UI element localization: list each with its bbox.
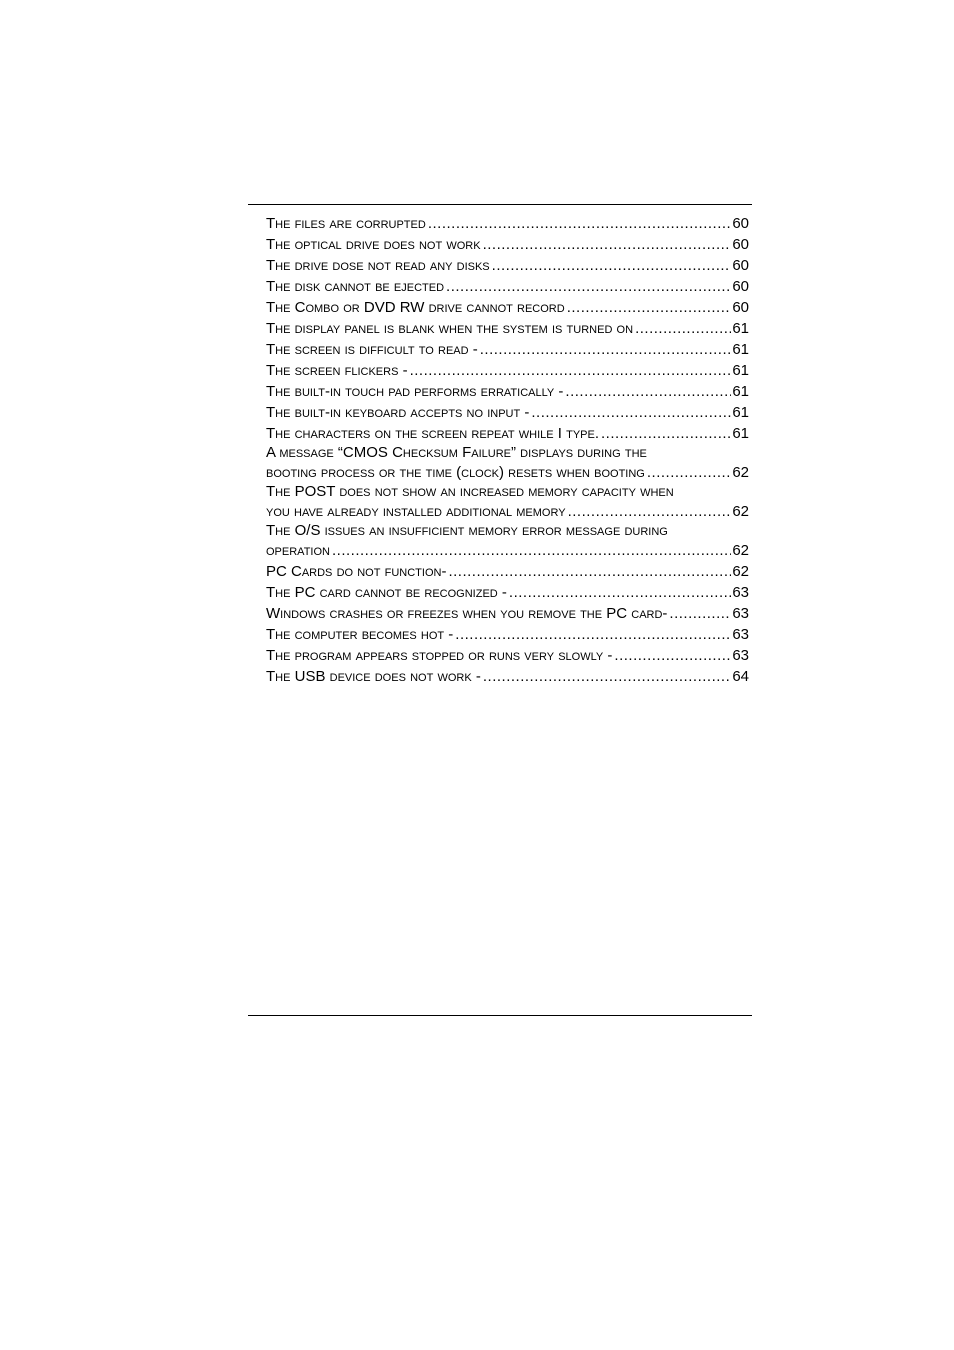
dot-leader	[408, 360, 732, 381]
footer-rule	[248, 1015, 752, 1016]
dot-leader	[612, 645, 731, 666]
header-rule	[248, 204, 752, 205]
toc-entry[interactable]	[266, 297, 749, 318]
toc-entry[interactable]	[266, 522, 749, 561]
toc-entry[interactable]	[266, 381, 749, 402]
dot-leader	[599, 423, 731, 444]
toc-page-number: 63	[732, 647, 749, 664]
toc-entry-title: The drive dose not read any disks	[266, 257, 490, 274]
toc-entry-title-line1: The O/S issues an insufficient memory error message during	[266, 522, 668, 539]
toc-page-number: 61	[732, 320, 749, 337]
dot-leader	[490, 255, 732, 276]
toc-entry[interactable]	[266, 402, 749, 423]
toc-entry-title: The PC card cannot be recognized -	[266, 584, 507, 601]
dot-leader	[481, 234, 732, 255]
toc-entry-title: Windows crashes or freezes when you remove the PC card-	[266, 605, 668, 622]
toc-page-number: 61	[732, 404, 749, 421]
toc-entry-title: The display panel is blank when the system is turned on	[266, 320, 634, 337]
toc-entry-title: The characters on the screen repeat while I type.	[266, 425, 600, 442]
toc-entry-title-line1: A message “CMOS Checksum Failure” displays during the	[266, 444, 647, 461]
toc-entry-title: The program appears stopped or runs very slowly -	[266, 647, 613, 664]
dot-leader	[563, 381, 731, 402]
toc-page-number: 60	[732, 257, 749, 274]
dot-leader	[507, 582, 731, 603]
dot-leader	[645, 462, 731, 483]
toc-entry-title: The disk cannot be ejected	[266, 278, 445, 295]
toc-entry[interactable]	[266, 234, 749, 255]
toc-page-number: 62	[732, 464, 749, 481]
toc-entry[interactable]	[266, 213, 749, 234]
toc-page-number: 63	[732, 605, 749, 622]
toc-entry-title: The Combo or DVD RW drive cannot record	[266, 299, 565, 316]
toc-entry[interactable]	[266, 582, 749, 603]
toc-entry[interactable]	[266, 423, 749, 444]
dot-leader	[453, 624, 731, 645]
toc-entry-title: The USB device does not work -	[266, 668, 481, 685]
toc-page-number: 62	[732, 503, 749, 520]
toc-page-number: 61	[732, 425, 749, 442]
toc-entry[interactable]	[266, 483, 749, 522]
toc-page-number: 60	[732, 236, 749, 253]
toc-entry[interactable]	[266, 561, 749, 582]
toc-entry-title: The screen is difficult to read -	[266, 341, 478, 358]
toc-entry-title: The optical drive does not work	[266, 236, 481, 253]
toc-entry[interactable]	[266, 360, 749, 381]
toc-page-number: 60	[732, 299, 749, 316]
toc-entry[interactable]	[266, 666, 749, 687]
toc-entry[interactable]	[266, 255, 749, 276]
dot-leader	[481, 666, 731, 687]
toc-page-number: 61	[732, 383, 749, 400]
toc-entry-title-line1: The POST does not show an increased memory capacity when	[266, 483, 674, 500]
dot-leader	[529, 402, 731, 423]
dot-leader	[444, 276, 731, 297]
dot-leader	[478, 339, 732, 360]
toc-entry-title-line2: operation	[266, 542, 330, 559]
toc-page-number: 60	[732, 215, 749, 232]
toc-page-number: 61	[732, 362, 749, 379]
toc-page-number: 63	[732, 584, 749, 601]
toc-page-number: 63	[732, 626, 749, 643]
toc-entry-title-line2: booting process or the time (clock) resets when booting	[266, 464, 645, 481]
toc-page-number: 64	[732, 668, 749, 685]
toc-entry[interactable]	[266, 276, 749, 297]
dot-leader	[667, 603, 731, 624]
toc-page-number: 61	[732, 341, 749, 358]
toc-page-number: 62	[732, 563, 749, 580]
toc-entry[interactable]	[266, 645, 749, 666]
toc-entry-title: The files are corrupted	[266, 215, 426, 232]
toc-entry-title: PC Cards do not function-	[266, 563, 447, 580]
dot-leader	[565, 297, 732, 318]
toc-entry[interactable]	[266, 339, 749, 360]
toc-entry[interactable]	[266, 624, 749, 645]
dot-leader	[330, 540, 731, 561]
dot-leader	[426, 213, 732, 234]
toc-entry[interactable]	[266, 603, 749, 624]
toc-page-number: 62	[732, 542, 749, 559]
dot-leader	[446, 561, 731, 582]
toc-entry[interactable]	[266, 444, 749, 483]
table-of-contents	[266, 213, 749, 687]
dot-leader	[633, 318, 731, 339]
toc-page-number: 60	[732, 278, 749, 295]
toc-entry-title: The built-in touch pad performs erratically -	[266, 383, 564, 400]
toc-entry[interactable]	[266, 318, 749, 339]
toc-entry-title: The built-in keyboard accepts no input -	[266, 404, 530, 421]
toc-entry-title: The screen flickers -	[266, 362, 408, 379]
toc-entry-title: The computer becomes hot -	[266, 626, 454, 643]
dot-leader	[566, 501, 732, 522]
toc-entry-title-line2: you have already installed additional memory	[266, 503, 566, 520]
